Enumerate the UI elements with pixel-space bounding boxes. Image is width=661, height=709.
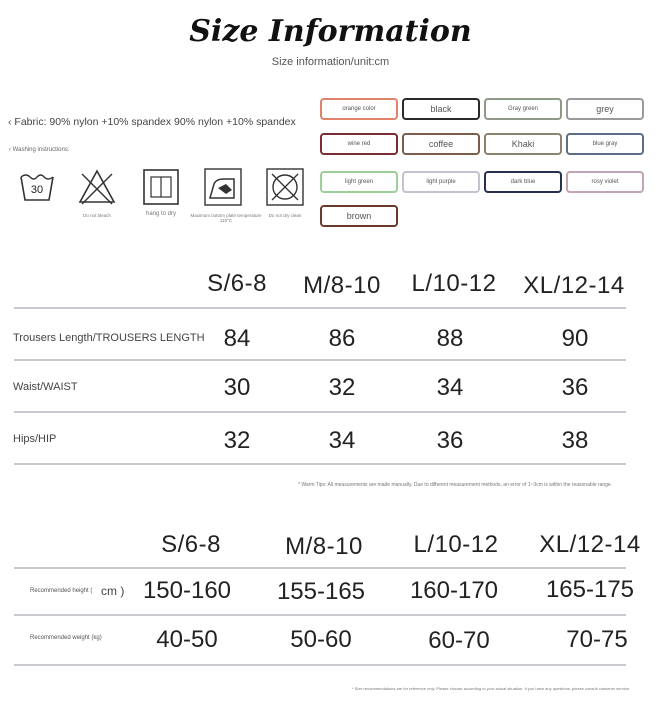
do-not-bleach-icon [78,168,116,206]
rec-header-m: M/8-10 [285,533,363,560]
color-swatch: grey [566,98,644,120]
do-not-dry-clean-icon [266,168,304,206]
cell-hips-m: 34 [328,427,356,454]
cell-hips-s: 32 [223,427,251,454]
cell-height-m: 155-165 [276,578,366,605]
wash-30-icon [18,168,56,206]
color-swatch: brown [320,205,398,227]
cell-height-l: 160-170 [409,577,499,604]
rec-header-xl: XL/12-14 [539,531,641,558]
warm-tip: * Warm Tips: All measurements are made manually. Due to different measurement methods, an error of 1~3cm is within the reasonable range. [298,482,613,488]
iron-low-icon [204,168,242,206]
cell-height-s: 150-160 [142,577,232,604]
cell-length-xl: 90 [561,325,589,352]
color-swatch: Gray green [484,98,562,120]
cell-length-l: 88 [436,325,464,352]
cell-weight-m: 50-60 [290,626,352,653]
cell-length-s: 84 [223,325,251,352]
row-label-length: Trousers Length/TROUSERS LENGTH [13,332,205,344]
fabric-info: ‹ Fabric: 90% nylon +10% spandex 90% nylon +10% spandex [8,116,296,128]
cell-hips-l: 36 [436,427,464,454]
cell-length-m: 86 [328,325,356,352]
size-header-xl: XL/12-14 [523,272,625,299]
size-header-l: L/10-12 [411,270,497,297]
table-rule [14,463,626,465]
color-swatch: rosy violet [566,171,644,193]
washing-label: ‹ Washing instructions: [9,147,70,153]
hang-caption: hang to dry [145,211,177,217]
row-label-height: Recommended height ( [30,588,93,594]
cell-waist-s: 30 [223,374,251,401]
color-swatch: Khaki [484,133,562,155]
size-header-m: M/8-10 [303,272,381,299]
iron-caption: Maximum bottom plate temperature 110°C [190,213,262,223]
color-swatch: light purple [402,171,480,193]
dryclean-caption: Do not dry clean [268,213,302,218]
cell-weight-s: 40-50 [156,626,218,653]
color-swatch: coffee [402,133,480,155]
cell-waist-xl: 36 [561,374,589,401]
table-rule [14,359,626,361]
row-label-weight: Recommended weight (kg) [30,635,102,641]
cell-waist-m: 32 [328,374,356,401]
cell-hips-xl: 38 [561,427,589,454]
cell-waist-l: 34 [436,374,464,401]
table-rule [14,307,626,309]
color-swatch: wine red [320,133,398,155]
color-swatch: orange color [320,98,398,120]
row-unit-height: cm ) [101,584,125,598]
size-header-s: S/6-8 [207,270,267,297]
color-swatch: dark blue [484,171,562,193]
table-rule [14,664,626,666]
color-swatch: blue gray [566,133,644,155]
bleach-caption: Do not bleach [83,213,111,218]
cell-weight-xl: 70-75 [566,626,628,653]
cell-height-xl: 165-175 [545,576,635,603]
hang-dry-icon [142,168,180,206]
color-swatch: light green [320,171,398,193]
recommendation-note: * Size recommendations are for reference only. Please choose according to your actual situation. If you have any questions, please consult customer service. [352,686,631,691]
row-label-waist: Waist/WAIST [13,381,78,393]
table-rule [14,614,626,616]
rec-header-l: L/10-12 [413,531,499,558]
page-title: Size Information [189,14,472,49]
table-rule [14,567,626,569]
color-swatch: black [402,98,480,120]
table-rule [14,411,626,413]
row-label-hips: Hips/HIP [13,433,57,445]
wash-temp-label: 30 [30,184,44,196]
cell-weight-l: 60-70 [428,627,490,654]
rec-header-s: S/6-8 [161,531,221,558]
page-subtitle: Size information/unit:cm [271,56,390,68]
